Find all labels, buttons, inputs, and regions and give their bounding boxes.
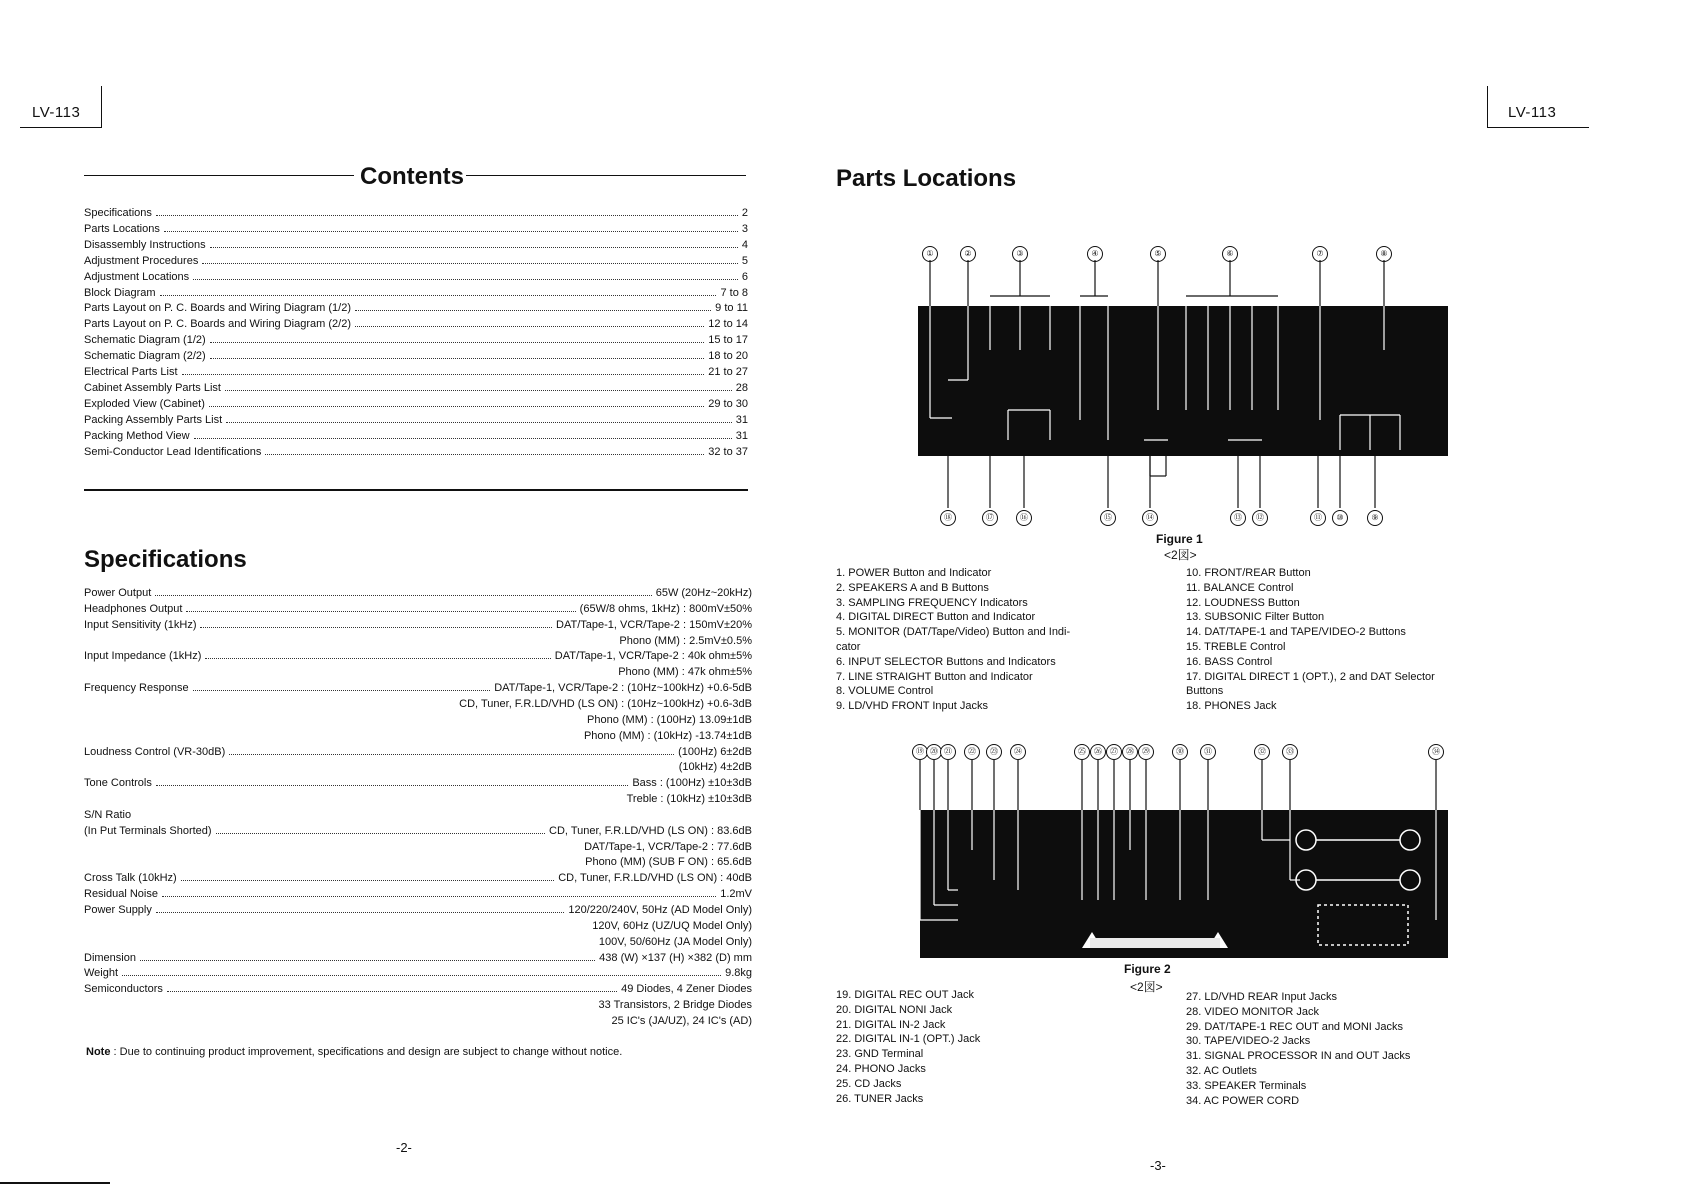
spec-label: Weight xyxy=(84,967,119,980)
legend-item: 34. AC POWER CORD xyxy=(1186,1094,1300,1107)
callout-number: ⑮ xyxy=(1100,510,1116,526)
callout-number: ⑨ xyxy=(1367,510,1383,526)
legend-item: 30. TAPE/VIDEO-2 Jacks xyxy=(1186,1035,1311,1048)
callout-number: ㉛ xyxy=(1200,744,1216,760)
legend-item: 17. DIGITAL DIRECT 1 (OPT.), 2 and DAT Selector xyxy=(1186,670,1435,683)
legend-item: 29. DAT/TAPE-1 REC OUT and MONI Jacks xyxy=(1186,1020,1403,1033)
contents-item-label: Schematic Diagram (2/2) xyxy=(84,350,206,363)
contents-item-page: 7 to 8 xyxy=(720,286,748,299)
contents-item-page: 15 to 17 xyxy=(708,334,748,347)
callout-number: ㉜ xyxy=(1254,744,1270,760)
left-page-number: -2- xyxy=(396,1140,412,1155)
parts-locations-title: Parts Locations xyxy=(836,165,1017,192)
callout-number: ㉕ xyxy=(1074,744,1090,760)
specifications-title: Specifications xyxy=(84,546,247,573)
contents-item-label: Adjustment Locations xyxy=(84,270,190,283)
legend-item: 27. LD/VHD REAR Input Jacks xyxy=(1186,991,1338,1003)
contents-item-label: Cabinet Assembly Parts List xyxy=(84,381,221,394)
contents-item-label: Exploded View (Cabinet) xyxy=(84,397,205,410)
right-page-number: -3- xyxy=(1150,1158,1166,1173)
contents-item-label: Electrical Parts List xyxy=(84,366,178,378)
callout-number: ⑪ xyxy=(1310,510,1326,526)
legend-item: 20. DIGITAL NONI Jack xyxy=(836,1003,953,1016)
callout-number: ② xyxy=(960,246,976,262)
callout-number: ㉙ xyxy=(1138,744,1154,760)
spec-value: DAT/Tape-1, VCR/Tape-2 : (10Hz~100kHz) +0.6-5dB xyxy=(494,682,752,695)
spec-value: DAT/Tape-1, VCR/Tape-2 : 150mV±20% xyxy=(556,618,752,631)
note-label: Note xyxy=(86,1046,111,1058)
spec-value: Bass : (100Hz) ±10±3dB xyxy=(632,777,752,790)
callout-number: ⑲ xyxy=(912,744,928,760)
spec-value: 49 Diodes, 4 Zener Diodes xyxy=(621,983,752,996)
callout-number: ⑩ xyxy=(1332,510,1348,526)
spec-value-continued: Phono (MM) : (100Hz) 13.09±1dB xyxy=(587,713,752,726)
left-model-label: LV-113 xyxy=(32,104,81,121)
legend-item: 21. DIGITAL IN-2 Jack xyxy=(836,1018,946,1031)
contents-item-page: 5 xyxy=(741,254,748,267)
legend-item: 3. SAMPLING FREQUENCY Indicators xyxy=(836,596,1028,609)
spec-label: Power Output xyxy=(84,587,152,599)
spec-value-continued: 33 Transistors, 2 Bridge Diodes xyxy=(598,999,752,1012)
spec-label: Cross Talk (10kHz) xyxy=(84,872,177,885)
legend-item: 2. SPEAKERS A and B Buttons xyxy=(836,581,989,594)
figure-1-caption: Figure 1 xyxy=(1156,532,1203,546)
spec-value: 1.2mV xyxy=(720,888,752,901)
contents-item-page: 18 to 20 xyxy=(708,350,748,363)
legend-item: 18. PHONES Jack xyxy=(1186,700,1277,713)
contents-item-label: Parts Layout on P. C. Boards and Wiring Diagram (2/2) xyxy=(84,318,351,331)
contents-item-page: 6 xyxy=(741,270,748,283)
callout-number: ⑭ xyxy=(1142,510,1158,526)
callout-number: ⑫ xyxy=(1252,510,1268,526)
legend-item: 26. TUNER Jacks xyxy=(836,1092,924,1105)
callout-number: ⑰ xyxy=(982,510,998,526)
legend-item: 24. PHONO Jacks xyxy=(836,1062,926,1075)
callout-number: ㉚ xyxy=(1172,744,1188,760)
contents-item-page: 12 to 14 xyxy=(708,318,748,331)
spec-label: (In Put Terminals Shorted) xyxy=(84,824,212,837)
spec-value-continued: Phono (MM) : 2.5mV±0.5% xyxy=(619,634,752,647)
callout-number: ④ xyxy=(1087,246,1103,262)
spec-label: Headphones Output xyxy=(84,602,183,615)
contents-item-page: 31 xyxy=(735,413,748,426)
callout-number: ㉗ xyxy=(1106,744,1122,760)
spec-value: DAT/Tape-1, VCR/Tape-2 : 40k ohm±5% xyxy=(554,650,752,663)
contents-item-label: Parts Locations xyxy=(84,222,160,235)
spec-value: 9.8kg xyxy=(725,967,752,980)
spec-value-continued: CD, Tuner, F.R.LD/VHD (LS ON) : (10Hz~100kHz) +0.6-3dB xyxy=(459,697,752,710)
figure-1-subcaption: <2図> xyxy=(1164,548,1197,562)
contents-item-label: Semi-Conductor Lead Identifications xyxy=(84,445,262,458)
contents-item-label: Disassembly Instructions xyxy=(84,238,206,251)
legend-item: 13. SUBSONIC Filter Button xyxy=(1186,611,1325,624)
spec-value: 438 (W) ×137 (H) ×382 (D) mm xyxy=(599,951,752,964)
callout-number: ⑯ xyxy=(1016,510,1032,526)
spec-label: Power Supply xyxy=(84,904,152,916)
contents-item-page: 21 to 27 xyxy=(708,366,748,378)
legend-item: 10. FRONT/REAR Button xyxy=(1186,567,1311,579)
callout-number: ㉝ xyxy=(1282,744,1298,760)
spec-value-continued: Phono (MM) : (10kHz) -13.74±1dB xyxy=(583,729,752,742)
legend-item: Buttons xyxy=(1186,685,1224,698)
spec-value: CD, Tuner, F.R.LD/VHD (LS ON) : 40dB xyxy=(558,872,752,885)
legend-item: 23. GND Terminal xyxy=(836,1048,924,1061)
callout-number: ① xyxy=(922,246,938,262)
legend-item: 9. LD/VHD FRONT Input Jacks xyxy=(836,700,989,713)
figure-2-legend-right xyxy=(1186,990,1410,1108)
spec-value-continued: DAT/Tape-1, VCR/Tape-2 : 77.6dB xyxy=(584,840,752,853)
legend-item: 15. TREBLE Control xyxy=(1186,640,1286,653)
figure-2-legend-left xyxy=(836,988,980,1106)
spec-value-continued: Phono (MM) (SUB F ON) : 65.6dB xyxy=(585,856,752,869)
contents-item-page: 28 xyxy=(735,381,748,394)
callout-number: ⑬ xyxy=(1230,510,1246,526)
spec-value-continued: Treble : (10kHz) ±10±3dB xyxy=(626,793,752,806)
spec-label: Input Sensitivity (1kHz) xyxy=(84,618,197,631)
spec-value: 65W (20Hz~20kHz) xyxy=(655,587,752,599)
spec-label: Residual Noise xyxy=(84,888,158,901)
contents-item-page: 32 to 37 xyxy=(708,445,748,458)
contents-item-label: Packing Assembly Parts List xyxy=(84,413,223,426)
spec-value-continued: 120V, 60Hz (UZ/UQ Model Only) xyxy=(592,919,752,932)
contents-item-label: Packing Method View xyxy=(84,429,190,442)
contents-item-page: 4 xyxy=(741,238,748,251)
spec-label: Frequency Response xyxy=(84,682,189,695)
callout-number: ㉘ xyxy=(1122,744,1138,760)
legend-item: 19. DIGITAL REC OUT Jack xyxy=(836,989,974,1001)
figure-2-caption: Figure 2 xyxy=(1124,962,1171,976)
legend-item: 6. INPUT SELECTOR Buttons and Indicators xyxy=(836,655,1056,668)
callout-number: ㉖ xyxy=(1090,744,1106,760)
callout-number: ㉑ xyxy=(940,744,956,760)
callout-number: ⑳ xyxy=(926,744,942,760)
spec-label: Tone Controls xyxy=(84,777,152,790)
spec-value-continued: 25 IC's (JA/UZ), 24 IC's (AD) xyxy=(611,1014,752,1027)
callout-number: ㉒ xyxy=(964,744,980,760)
legend-item: 32. AC Outlets xyxy=(1186,1064,1257,1077)
callout-number: ⑤ xyxy=(1150,246,1166,262)
spec-value: 120/220/240V, 50Hz (AD Model Only) xyxy=(568,904,752,916)
legend-item: 31. SIGNAL PROCESSOR IN and OUT Jacks xyxy=(1186,1050,1411,1063)
contents-item-page: 31 xyxy=(735,429,748,442)
contents-item-label: Parts Layout on P. C. Boards and Wiring Diagram (1/2) xyxy=(84,302,351,315)
note-text: : Due to continuing product improvement, specifications and design are subject to change without notice. xyxy=(113,1046,623,1058)
contents-item-page: 9 to 11 xyxy=(715,302,748,315)
spec-label: Dimension xyxy=(84,951,136,964)
figure-2-subcaption: <2図> xyxy=(1130,980,1163,994)
contents-title: Contents xyxy=(360,163,464,190)
callout-number: ㉔ xyxy=(1010,744,1026,760)
spec-value-continued: (10kHz) 4±2dB xyxy=(678,761,752,774)
callout-number: ⑦ xyxy=(1312,246,1328,262)
legend-item: 33. SPEAKER Terminals xyxy=(1186,1079,1307,1092)
legend-item: 1. POWER Button and Indicator xyxy=(836,567,992,579)
spec-value-continued: 100V, 50/60Hz (JA Model Only) xyxy=(598,935,752,948)
spec-label: S/N Ratio xyxy=(84,808,132,821)
legend-item: 8. VOLUME Control xyxy=(836,685,934,698)
spec-value: CD, Tuner, F.R.LD/VHD (LS ON) : 83.6dB xyxy=(549,824,752,837)
legend-item: 28. VIDEO MONITOR Jack xyxy=(1186,1005,1320,1018)
spec-label: Semiconductors xyxy=(84,983,163,996)
spec-value: (65W/8 ohms, 1kHz) : 800mV±50% xyxy=(579,602,752,615)
contents-item-page: 29 to 30 xyxy=(708,397,748,410)
spec-label: Loudness Control (VR-30dB) xyxy=(84,745,226,758)
callout-number: ㉞ xyxy=(1428,744,1444,760)
right-model-label: LV-113 xyxy=(1508,104,1557,121)
legend-item: 16. BASS Control xyxy=(1186,655,1273,668)
spec-label: Input Impedance (1kHz) xyxy=(84,650,202,663)
callout-number: ③ xyxy=(1012,246,1028,262)
callout-number: ⑧ xyxy=(1376,246,1392,262)
legend-item: 14. DAT/TAPE-1 and TAPE/VIDEO-2 Buttons xyxy=(1186,626,1406,639)
legend-item: 25. CD Jacks xyxy=(836,1077,902,1090)
contents-item-label: Schematic Diagram (1/2) xyxy=(84,334,206,347)
spec-value: (100Hz) 6±2dB xyxy=(678,745,752,758)
contents-item-page: 3 xyxy=(741,222,748,235)
callout-number: ⑱ xyxy=(940,510,956,526)
legend-item: 22. DIGITAL IN-1 (OPT.) Jack xyxy=(836,1033,981,1046)
contents-item-label: Adjustment Procedures xyxy=(84,254,199,267)
contents-item-label: Specifications xyxy=(84,207,152,219)
contents-item-page: 2 xyxy=(741,207,748,219)
legend-item: 7. LINE STRAIGHT Button and Indicator xyxy=(836,670,1033,683)
legend-item: 4. DIGITAL DIRECT Button and Indicator xyxy=(836,611,1036,624)
legend-item: cator xyxy=(836,640,861,653)
legend-item: 11. BALANCE Control xyxy=(1186,581,1294,594)
callout-number: ⑥ xyxy=(1222,246,1238,262)
contents-item-label: Block Diagram xyxy=(84,286,156,299)
spec-value-continued: Phono (MM) : 47k ohm±5% xyxy=(618,666,752,679)
callout-number: ㉓ xyxy=(986,744,1002,760)
legend-item: 12. LOUDNESS Button xyxy=(1186,596,1300,609)
legend-item: 5. MONITOR (DAT/Tape/Video) Button and Indi- xyxy=(836,626,1071,639)
